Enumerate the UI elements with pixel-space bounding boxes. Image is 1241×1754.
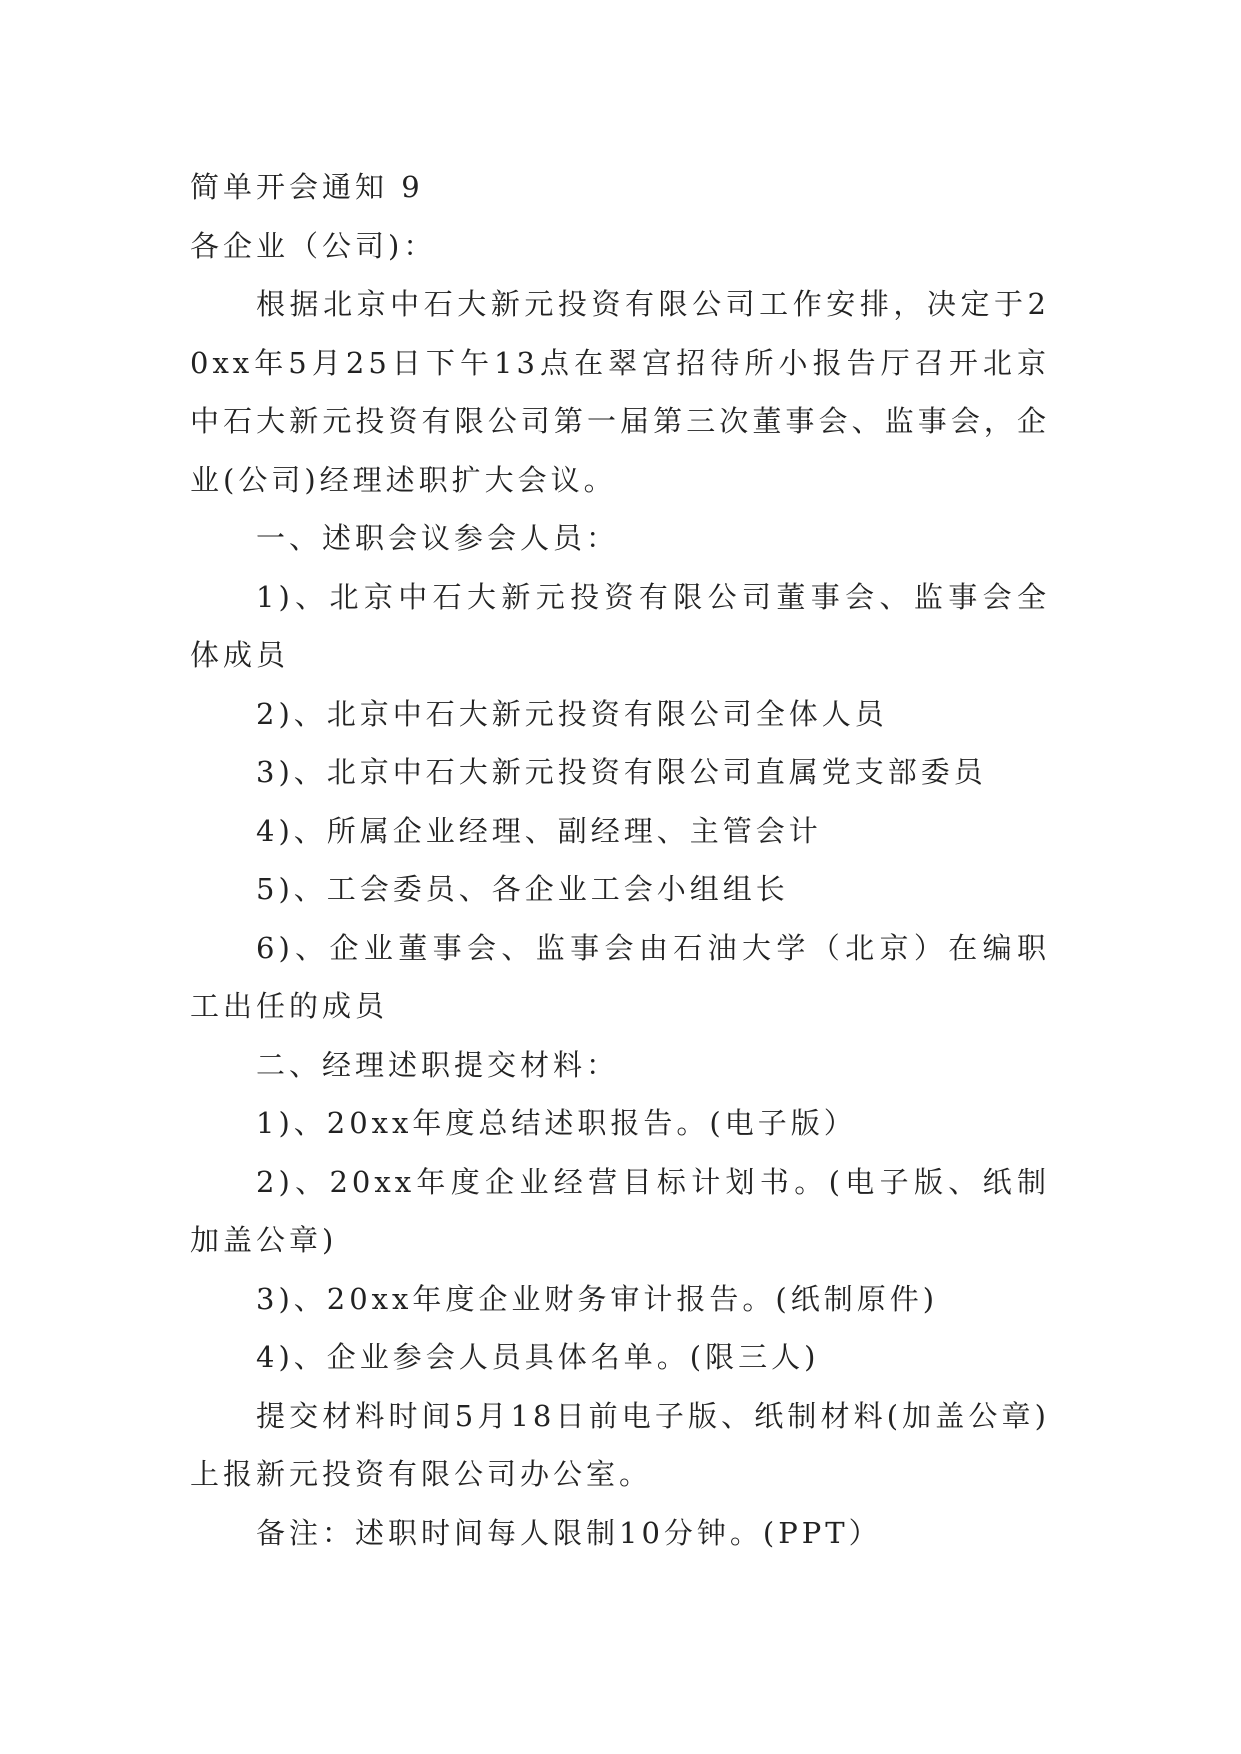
submission-deadline: 提交材料时间5月18日前电子版、纸制材料(加盖公章)上报新元投资有限公司办公室。 <box>190 1398 1050 1491</box>
attendee-item-5: 5)、工会委员、各企业工会小组组长 <box>256 872 789 906</box>
salutation: 各企业（公司)： <box>190 228 437 263</box>
material-item-1: 1)、20xx年度总结述职报告。(电子版） <box>256 1106 857 1140</box>
attendee-item-2: 2)、北京中石大新元投资有限公司全体人员 <box>256 696 888 731</box>
attendee-item-1: 1)、北京中石大新元投资有限公司董事会、监事会全体成员 <box>190 579 1050 672</box>
intro-paragraph: 根据北京中石大新元投资有限公司工作安排，决定于20xx年5月25日下午13点在翠宫招待所小报告厅召开北京中石大新元投资有限公司第一届第三次董事会、监事会，企业(公司)经理述职扩大会议。 <box>190 287 1050 497</box>
document-title: 简单开会通知 9 <box>190 170 424 204</box>
material-item-3: 3)、20xx年度企业财务审计报告。(纸制原件) <box>256 1281 939 1316</box>
attendee-item-4: 4)、所属企业经理、副经理、主管会计 <box>256 813 822 848</box>
notice-body <box>190 158 1050 1562</box>
attendee-item-6: 6)、企业董事会、监事会由石油大学（北京）在编职工出任的成员 <box>190 930 1050 1023</box>
material-item-2: 2)、20xx年度企业经营目标计划书。(电子版、纸制加盖公章) <box>190 1164 1050 1257</box>
attendee-item-3: 3)、北京中石大新元投资有限公司直属党支部委员 <box>256 755 987 789</box>
remark: 备注：述职时间每人限制10分钟。(PPT） <box>256 1515 882 1550</box>
section-heading-materials: 二、经理述职提交材料： <box>256 1047 620 1082</box>
section-heading-attendees: 一、述职会议参会人员： <box>256 521 620 555</box>
material-item-4: 4)、企业参会人员具体名单。(限三人) <box>256 1340 820 1374</box>
